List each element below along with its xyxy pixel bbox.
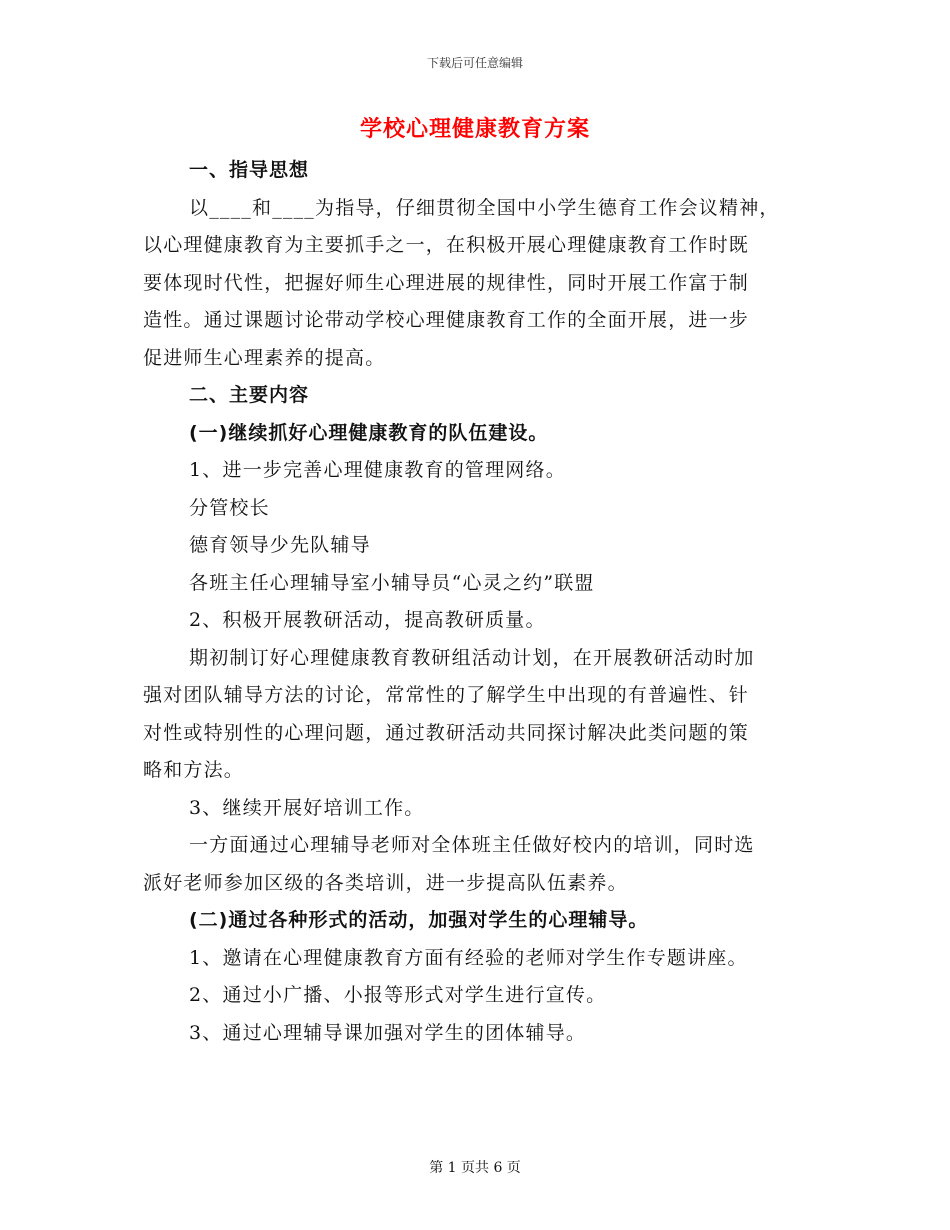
guiding-thought-paragraph <box>143 190 808 378</box>
network-line: 各班主任心理辅导室小辅导员“心灵之约”联盟 <box>189 571 595 594</box>
training-paragraph <box>143 827 808 902</box>
paragraph-line: 强对团队辅导方法的讨论，常常性的了解学生中出现的有普遍性、针 <box>143 684 750 706</box>
paragraph-line: 以心理健康教育为主要抓手之一，在积极开展心理健康教育工作时既 <box>143 234 750 256</box>
section-heading-main-content: 二、主要内容 <box>189 384 310 406</box>
research-paragraph <box>143 640 808 790</box>
paragraph-line: 造性。通过课题讨论带动学校心理健康教育工作的全面开展，进一步 <box>143 309 750 331</box>
paragraph-line: 期初制订好心理健康教育教研组活动计划，在开展教研活动时加 <box>189 646 755 669</box>
list-item: 1、进一步完善心理健康教育的管理网络。 <box>189 459 566 481</box>
paragraph-line: 要体现时代性，把握好师生心理进展的规律性，同时开展工作富于制 <box>143 271 750 294</box>
subsection-heading-student-guidance: (二)通过各种形式的活动，加强对学生的心理辅导。 <box>189 909 649 931</box>
paragraph-line: 对性或特别性的心理问题，通过教研活动共同探讨解决此类问题的策 <box>143 721 750 744</box>
document-title: 学校心理健康教育方案 <box>359 117 590 142</box>
list-item: 3、通过心理辅导课加强对学生的团体辅导。 <box>189 1021 587 1044</box>
page-footer: 第 1 页共 6 页 <box>429 1160 521 1176</box>
list-item: 1、邀请在心理健康教育方面有经验的老师对学生作专题讲座。 <box>189 946 748 969</box>
network-line: 德育领导少先队辅导 <box>189 534 371 556</box>
list-item: 2、通过小广播、小报等形式对学生进行宣传。 <box>189 984 607 1006</box>
paragraph-line: 略和方法。 <box>143 759 245 781</box>
section-heading-guiding-thought: 一、指导思想 <box>189 159 310 181</box>
paragraph-line: 促进师生心理素养的提高。 <box>143 346 386 369</box>
header-note: 下载后可任意编辑 <box>426 56 523 70</box>
network-line: 分管校长 <box>189 496 270 519</box>
paragraph-line: 派好老师参加区级的各类培训，进一步提高队伍素养。 <box>143 871 628 894</box>
list-item: 2、积极开展教研活动，提高教研质量。 <box>189 609 546 631</box>
list-item: 3、继续开展好培训工作。 <box>189 796 425 819</box>
paragraph-line: 一方面通过心理辅导老师对全体班主任做好校内的培训，同时选 <box>189 834 755 856</box>
paragraph-line: 以____和____为指导，仔细贯彻全国中小学生德育工作会议精神， <box>189 196 780 219</box>
subsection-heading-team-building: (一)继续抓好心理健康教育的队伍建设。 <box>189 421 549 444</box>
document-body <box>143 152 808 1052</box>
